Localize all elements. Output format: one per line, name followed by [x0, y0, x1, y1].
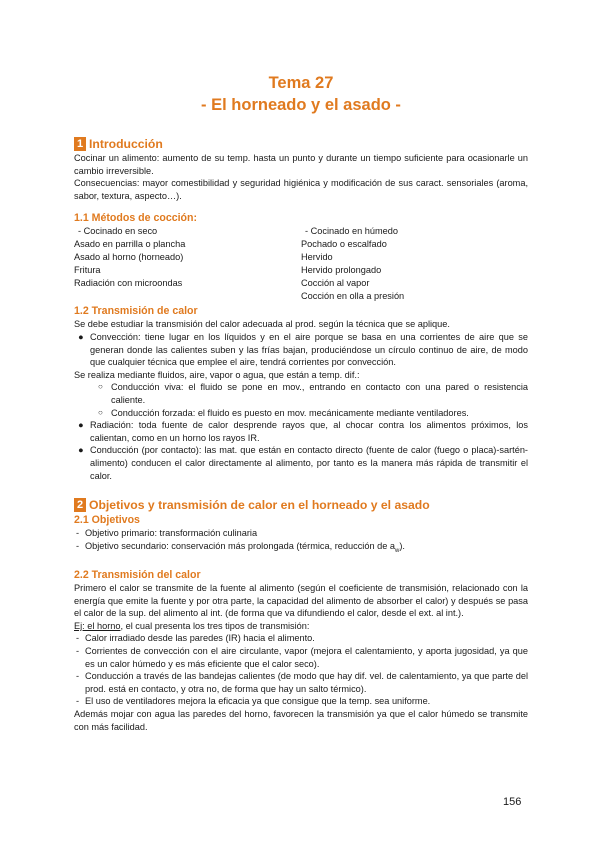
dry-cooking-heading: - Cocinado en seco: [78, 226, 158, 237]
list-item: Fritura: [74, 265, 101, 276]
list-item: Hervido prolongado: [301, 265, 382, 276]
list-item: [74, 670, 528, 695]
list-item: [74, 381, 528, 406]
objective-secondary: [85, 540, 405, 554]
subsection-2-2-heading: 2.2 Transmisión del calor: [74, 569, 201, 582]
subsection-1-2-heading: 1.2 Transmisión de calor: [74, 305, 198, 318]
circle-bullet-icon: ○: [98, 407, 103, 417]
list-item: [74, 419, 528, 444]
wet-cooking-column: [301, 225, 528, 303]
list-item: [74, 695, 528, 708]
convection-text: Convección: tiene lugar en los líquidos y en el aire porque se basa en una corrientes de aire que se generan donde las calientes suben y las frías bajan, produciéndose un círculo continuo de aire, de modo que cualquier técnica que emplee el aire, tendrá corrientes por convección.: [90, 331, 528, 368]
intro-paragraph-2: Consecuencias: mayor comestibilidad y seguridad higiénica y modificación de sus caract. sensoriales (aroma, sabor, textura, aspecto…).: [74, 178, 528, 201]
fluids-paragraph: Se realiza mediante fluidos, aire, vapor o agua, que están a temp. dif.:: [74, 369, 360, 380]
dash-marker: -: [76, 633, 80, 644]
page-content: [74, 72, 528, 733]
title-line-2: - El horneado y el asado -: [201, 96, 401, 114]
dash-marker: -: [76, 540, 80, 551]
section-2-title: Objetivos y transmisión de calor en el horneado y el asado: [89, 498, 430, 513]
example-label: Ej: el horno: [74, 620, 121, 631]
water-activity-subscript: w: [395, 547, 400, 554]
objective-secondary-text: Objetivo secundario: conservación más prolongada (térmica, reducción de a: [85, 540, 395, 551]
circle-bullet-icon: ○: [98, 382, 103, 392]
section-2-number: 2: [74, 498, 86, 512]
list-item: [74, 527, 528, 540]
list-item: Cocción en olla a presión: [301, 291, 405, 302]
dash-marker: -: [76, 646, 80, 657]
wet-cooking-heading: - Cocinado en húmedo: [305, 226, 398, 237]
list-item: [74, 407, 528, 420]
oven-item-text: El uso de ventiladores mejora la eficacia ya que consigue que la temp. sea uniforme.: [85, 696, 431, 707]
heat-transfer-paragraph: Se debe estudiar la transmisión del calor adecuada al prod. según la técnica que se aplique.: [74, 319, 450, 330]
objective-primary: Objetivo primario: transformación culinaria: [85, 528, 258, 539]
bullet-icon: ●: [78, 420, 84, 431]
list-item: [74, 540, 528, 557]
live-conduction-text: Conducción viva: el fluido se pone en mov., entrando en contacto con una pared o resistencia caliente.: [111, 382, 528, 405]
section-1-heading: [74, 136, 528, 152]
oven-example: [74, 620, 528, 633]
oven-item-text: Corrientes de convección con el aire circulante, vapor (mejora el calentamiento, y aporta jugosidad, ya que es un calor húmedo y es más eficiente que el calor seco).: [85, 646, 528, 669]
subsection-1-1-heading: 1.1 Métodos de cocción:: [74, 212, 198, 225]
heat-transmission-paragraph: Primero el calor se transmite de la fuente al alimento (según el coeficiente de transmisión, relacionado con la energía que emite la fuente y por otra parte, la capacidad del alimento de absorber el calor) y después se pasa el calor de la sup. del alimento al int. (de forma que va difundiendo el calor, desde el ext. al int.).: [74, 583, 528, 619]
example-text: , el cual presenta los tres tipos de transmisión:: [120, 620, 310, 631]
forced-conduction-text: Conducción forzada: el fluido es puesto en mov. mecánicamente mediante ventiladores.: [111, 407, 469, 418]
list-item: Pochado o escalfado: [301, 239, 387, 250]
bullet-icon: ●: [78, 445, 84, 456]
list-item: [74, 632, 528, 645]
dash-marker: -: [76, 671, 80, 682]
page-number: 156: [503, 796, 522, 808]
section-2-heading: [74, 497, 528, 513]
subsection-2-1-heading: 2.1 Objetivos: [74, 514, 140, 527]
intro-paragraph-1: Cocinar un alimento: aumento de su temp. hasta un punto y durante un tiempo suficiente para ocasionarle un cambio irreversible.: [74, 153, 528, 176]
radiation-text: Radiación: toda fuente de calor desprende rayos que, al chocar contra los alimentos próximos, los calientan, como en un horno los rayos IR.: [90, 420, 528, 443]
dry-cooking-column: [74, 225, 301, 303]
objective-secondary-end: ).: [399, 540, 405, 551]
list-item: [74, 444, 528, 482]
list-item: Cocción al vapor: [301, 278, 370, 289]
title-line-1: Tema 27: [268, 74, 334, 92]
cooking-methods-columns: [74, 225, 528, 303]
dash-marker: -: [76, 528, 80, 539]
list-item: Hervido: [301, 252, 333, 263]
list-item: [74, 331, 528, 369]
oven-item-text: Calor irradiado desde las paredes (IR) hacia el alimento.: [85, 633, 315, 644]
list-item: [74, 645, 528, 670]
list-item: Radiación con microondas: [74, 278, 183, 289]
section-1-number: 1: [74, 137, 86, 151]
list-item: Asado en parrilla o plancha: [74, 239, 186, 250]
final-paragraph: Además mojar con agua las paredes del horno, favorecen la transmisión ya que el calor húmedo se transmite con más facilidad.: [74, 709, 528, 732]
dash-marker: -: [76, 696, 80, 707]
bullet-icon: ●: [78, 331, 84, 342]
oven-item-text: Conducción a través de las bandejas calientes (de modo que hay dif. vel. de calentamiento, ya que parte del prod. está en contacto, y otra no, de forma que hay un salto térmico).: [85, 671, 528, 694]
section-1-title: Introducción: [89, 137, 163, 151]
list-item: Asado al horno (horneado): [74, 252, 184, 263]
conduction-text: Conducción (por contacto): las mat. que están en contacto directo (fuente de calor (fuego o placa)-sartén-alimento) conducen el calor directamente al alimento, por tanto es la manera más rápida de transmitir el calor.: [90, 445, 528, 481]
